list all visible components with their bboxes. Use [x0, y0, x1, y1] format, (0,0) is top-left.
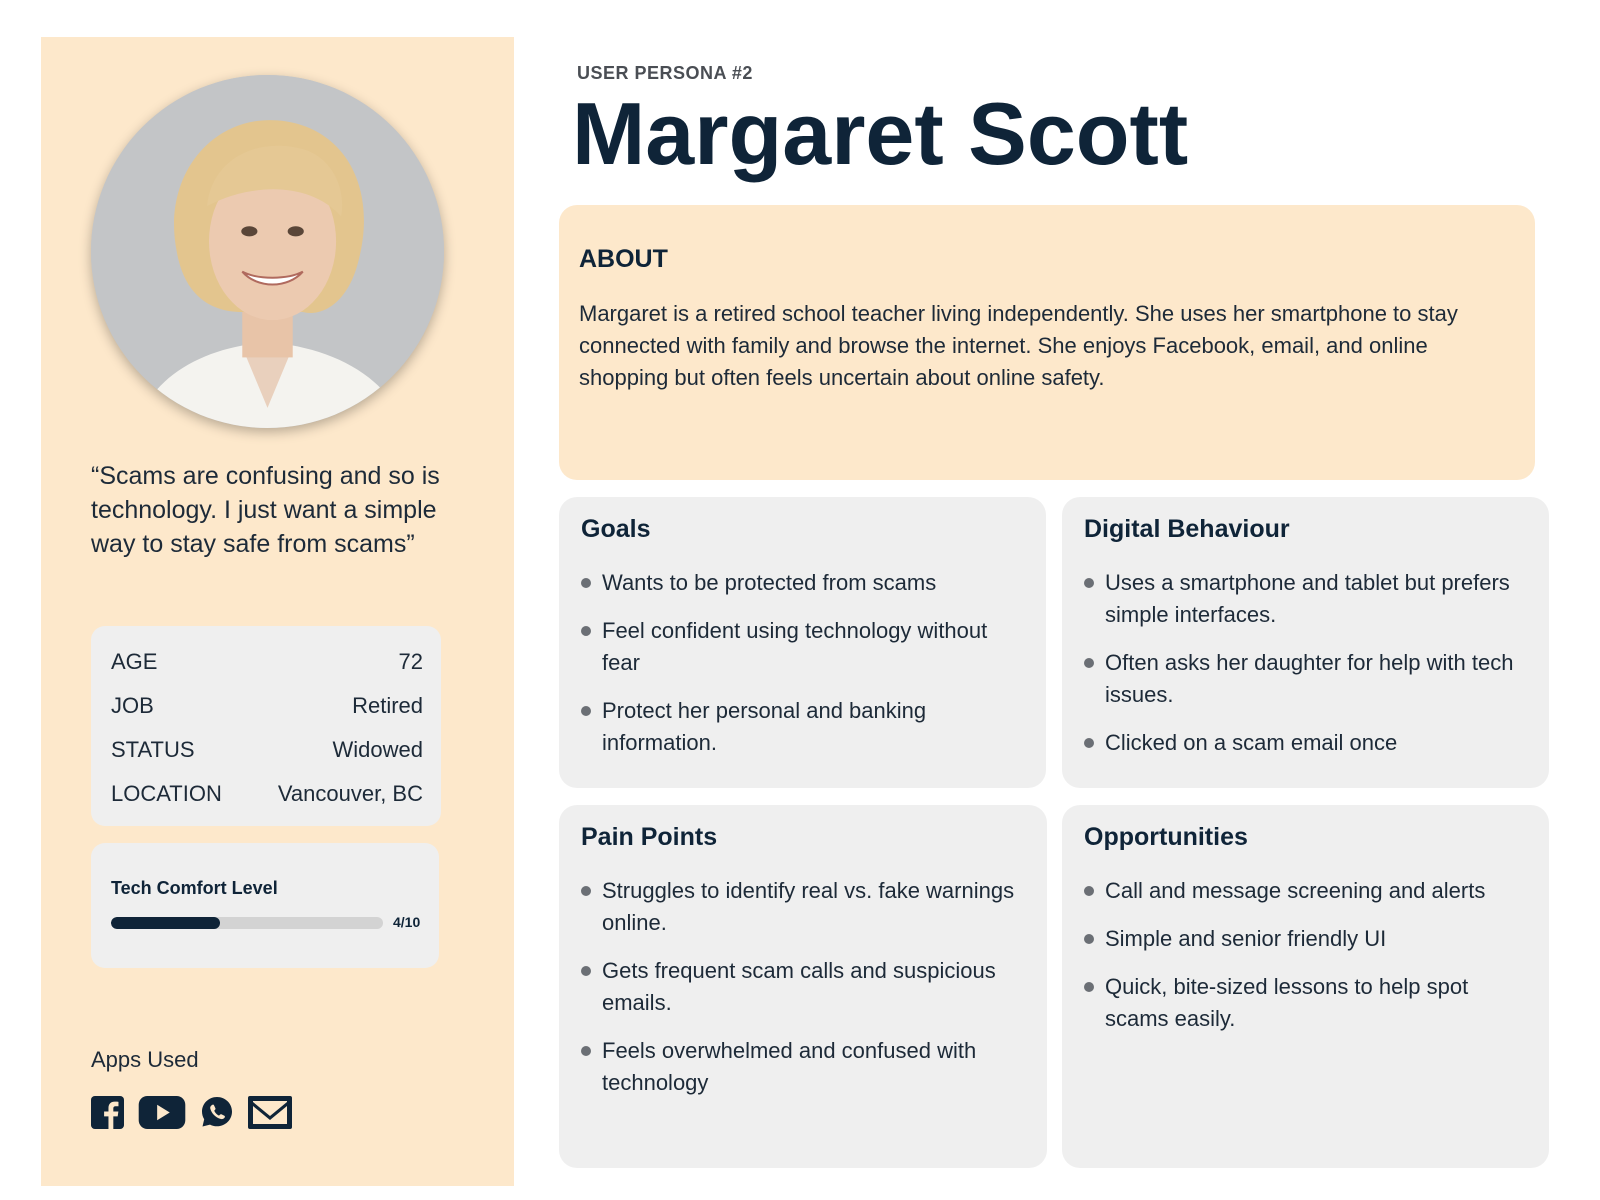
about-text: Margaret is a retired school teacher living independently. She uses her smartphone to stay connected with family and browse the internet. She enjoys Facebook, email, and online shopping but often feels uncertain about online safety.	[579, 301, 1458, 390]
apps-used-icons	[91, 1095, 306, 1129]
info-label: AGE	[111, 649, 158, 674]
persona-photo	[91, 75, 444, 428]
pain-points-card	[559, 805, 1047, 1168]
list-item	[1084, 647, 1527, 711]
list-item-text: Quick, bite-sized lessons to help spot scams easily.	[1105, 974, 1469, 1031]
list-item	[581, 695, 1024, 759]
pain-points-title: Pain Points	[581, 823, 718, 851]
tech-comfort-progress-bar	[111, 917, 383, 929]
bullet-icon	[1084, 886, 1094, 896]
bullet-icon	[581, 1046, 591, 1056]
list-item-text: Feel confident using technology without fear	[602, 618, 988, 675]
list-item-text: Gets frequent scam calls and suspicious emails.	[602, 958, 996, 1015]
persona-photo-illustration	[91, 75, 444, 428]
list-item-text: Call and message screening and alerts	[1105, 878, 1486, 903]
info-row-age	[111, 640, 423, 684]
persona-sidebar	[41, 37, 514, 1186]
list-item	[581, 1035, 1025, 1099]
goals-title: Goals	[581, 515, 651, 543]
apps-used-label: Apps Used	[91, 1047, 199, 1072]
list-item-text: Protect her personal and banking information.	[602, 698, 927, 755]
info-row-location	[111, 772, 423, 816]
info-label: STATUS	[111, 737, 195, 762]
bullet-icon	[581, 966, 591, 976]
list-item-text: Uses a smartphone and tablet but prefers simple interfaces.	[1105, 570, 1510, 627]
digital-behaviour-list	[1084, 567, 1527, 759]
about-card	[559, 205, 1535, 480]
pain-points-list	[581, 875, 1025, 1099]
bullet-icon	[581, 886, 591, 896]
info-value: Vancouver, BC	[277, 781, 423, 806]
list-item	[1084, 727, 1527, 759]
bullet-icon	[1084, 578, 1094, 588]
list-item-text: Struggles to identify real vs. fake warnings online.	[602, 878, 1015, 935]
list-item	[1084, 971, 1527, 1035]
info-value: 72	[398, 649, 423, 674]
info-label: JOB	[111, 693, 154, 718]
email-icon	[248, 1096, 292, 1129]
bullet-icon	[1084, 658, 1094, 668]
bullet-icon	[581, 706, 591, 716]
info-label: LOCATION	[111, 781, 222, 806]
goals-list	[581, 567, 1024, 759]
tech-comfort-card	[91, 843, 439, 968]
list-item-text: Feels overwhelmed and confused with technology	[602, 1038, 977, 1095]
persona-quote: “Scams are confusing and so is technology. I just want a simple way to stay safe from scams”	[91, 462, 440, 558]
list-item-text: Wants to be protected from scams	[602, 570, 937, 595]
facebook-icon	[91, 1096, 124, 1129]
info-row-job	[111, 684, 423, 728]
opportunities-card	[1062, 805, 1549, 1168]
tech-comfort-label: Tech Comfort Level	[111, 878, 278, 898]
bullet-icon	[1084, 738, 1094, 748]
whatsapp-icon	[200, 1095, 234, 1129]
list-item	[1084, 875, 1527, 907]
list-item	[581, 955, 1025, 1019]
goals-card	[559, 497, 1046, 788]
info-row-status	[111, 728, 423, 772]
bullet-icon	[581, 578, 591, 588]
bullet-icon	[1084, 982, 1094, 992]
list-item	[1084, 923, 1527, 955]
tech-comfort-value: 4/10	[393, 914, 421, 930]
list-item	[581, 875, 1025, 939]
list-item-text: Simple and senior friendly UI	[1105, 926, 1387, 951]
digital-behaviour-title: Digital Behaviour	[1084, 515, 1290, 543]
digital-behaviour-card	[1062, 497, 1549, 788]
tech-comfort-progress-fill	[111, 917, 220, 929]
bullet-icon	[1084, 934, 1094, 944]
youtube-icon	[138, 1096, 186, 1129]
bullet-icon	[581, 626, 591, 636]
demographics-card	[91, 626, 441, 826]
list-item-text: Clicked on a scam email once	[1105, 730, 1398, 755]
persona-name-title: Margaret Scott	[572, 84, 1189, 183]
opportunities-list	[1084, 875, 1527, 1035]
opportunities-title: Opportunities	[1084, 823, 1248, 851]
list-item	[1084, 567, 1527, 631]
persona-kicker: USER PERSONA #2	[577, 63, 753, 83]
list-item	[581, 567, 1024, 599]
info-value: Retired	[352, 693, 423, 718]
list-item	[581, 615, 1024, 679]
about-title: ABOUT	[579, 245, 668, 273]
info-value: Widowed	[332, 737, 423, 762]
list-item-text: Often asks her daughter for help with tech issues.	[1105, 650, 1514, 707]
